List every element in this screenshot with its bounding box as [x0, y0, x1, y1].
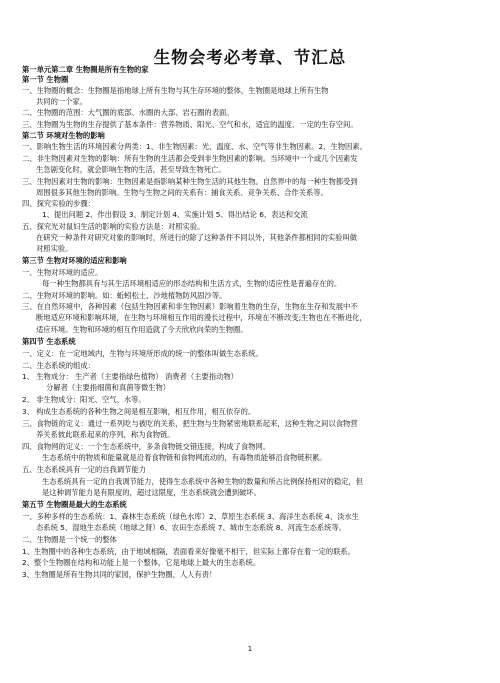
text-line: 生态系统中的物质和能量就是沿着食物链和食物网流动的，有毒物质能够沿食物链积累。 [42, 453, 327, 462]
text-line: 二、非生物因素对生物的影响：所有生物的生活都会受到非生物因素的影响。当环境中一个或几个因素发 [22, 154, 358, 163]
text-line: 一、定义：在一定地域内，生物与环境所形成的统一的整体叫做生态系统。 [22, 349, 263, 358]
text-line: 三、食物链的定义：通过一系列吃与被吃的关系，把生物与生物紧密地联系起来，这种生物之间以食物营 [22, 419, 358, 428]
text-line: 3、生物圈是所有生物共同的家园，保护生物圈，人人有责！ [22, 570, 217, 579]
text-line: 每一种生物都具有与其生活环境相适应的形态结构和生活方式，生物的适应性是普遍存在的。 [42, 279, 342, 288]
section-heading: 第四节 生态系统 [22, 337, 76, 346]
text-line: 生态系统具有一定的自我调节能力，使得生态系统中各种生物的数量和所占比例保持相对的稳定，但 [42, 477, 364, 486]
text-line: 3、 构成生态系统的各种生物之间是相互影响，相互作用，相互依存的。 [22, 407, 256, 416]
text-line: 生急剧变化时，就会影响生物的生活，甚至导致生物死亡。 [36, 165, 226, 174]
text-line: 四、食物网的定义：一个生态系统中，多条食物链交错连接，构成了食物网。 [22, 442, 271, 451]
text-line: 三、生物因素对生物的影响：生物因素是指影响某种生物生活的其他生物。自然界中的每一种生物都受到 [22, 177, 358, 186]
text-line: 分解者（主要指细菌和真菌等微生物） [46, 383, 171, 392]
page-title: 生物会考必考章、节汇总 [153, 48, 347, 67]
text-line: 周围很多其他生物的影响。生物与生物之间的关系有：捕食关系、竞争关系、合作关系等。 [36, 188, 328, 197]
text-line: 断地适应环境和影响环境，在生物与环境相互作用的漫长过程中，环境在不断改变;生物也在不断进化， [36, 313, 367, 322]
page-number: 1 [247, 645, 253, 653]
section-heading: 第一节 生物圈 [22, 75, 69, 84]
text-line: 一、生物对环境的适应。 [22, 268, 103, 277]
text-line: 一、影响生物生活的环境因素分两类：1、非生物因素：光、温度、水、空气等非生物因素。2、生物因素。 [22, 142, 367, 151]
text-line: 五、探究光对鼠妇生活的影响的实验方法是：对照实验。 [22, 222, 205, 231]
text-line: 五、生态系统具有一定的自我调节能力 [22, 465, 147, 474]
text-line: 三、生物圈为生物的生存提供了基本条件：营养物质、阳光、空气和水，适宜的温度、一定的生存空间。 [22, 120, 358, 129]
text-line: 二、生物圈的范围：大气圈的底部、水圈的大部、岩石圈的表面。 [22, 108, 234, 117]
text-line: 对照实验。 [36, 244, 73, 253]
text-line: 1、生物圈中的各种生态系统，由于地域相隔，表面看来好像毫不相干，但实际上都存在着一定的联系。 [22, 547, 355, 556]
text-line: 二、生物圈是一个统一的整体 [22, 535, 117, 544]
section-heading: 第三节 生物对环境的适应和影响 [22, 256, 127, 265]
text-line: 1、提出问题 2、作出假设 3、制定计划 4、实施计划 5、得出结论 6、表达和交流 [42, 210, 308, 219]
text-line: 是这种调节能力是有限度的，超过这限度，生态系统就会遭到破坏。 [42, 488, 261, 497]
text-line: 态系统 5、湿地生态系统（地球之肾）6、农田生态系统 7、城市生态系统 8、河流生态系统等。 [36, 523, 347, 532]
text-line: 2、 非生物成分：阳光、空气、水等。 [22, 395, 146, 404]
text-line: 在研究一种条件对研究对象的影响时，所进行的除了这种条件不同以外，其他条件都相同的实验叫做 [36, 233, 358, 242]
text-line: 一、多种多样的生态系统：1、森林生态系统（绿色水库）2、草原生态系统 3、海洋生态系统 4、淡水生 [22, 512, 359, 521]
text-line: 三、在自然环境中，各种因素（包括生物因素和非生物因素）影响着生物的生存，生物在生存和发展中不 [22, 302, 358, 311]
section-heading: 第一单元第二章 生物圈是所有生物的家 [22, 65, 149, 74]
section-heading: 第五节 生物圈是最大的生态系统 [22, 500, 127, 509]
section-heading: 第二节 环境对生物的影响 [22, 131, 105, 140]
text-line: 二、生物对环境的影响。如：蚯蚓松土、沙地植物防风固沙等。 [22, 291, 227, 300]
text-line: 一、生物圈的概念：生物圈是指地球上所有生物与其生存环境的整体，生物圈是地球上所有生物 [22, 86, 329, 95]
text-line: 四、探究实验的步骤： [22, 199, 95, 208]
text-line: 二、生态系统的组成： [22, 361, 95, 370]
text-line: 养关系彼此联系起来的序列，称为食物链。 [36, 430, 175, 439]
text-line: 适应环境。生物和环境的相互作用造就了今天欣欣向荣的生物圈。 [36, 325, 248, 334]
text-line: 2、整个生物圈在结构和功能上是一个整体，它是地球上最大的生态系统。 [22, 558, 261, 567]
text-line: 1、 生物成分： 生产者（主要指绿色植物） 消费者（主要指动物） [22, 372, 238, 381]
text-line: 共同的一个家。 [36, 97, 88, 106]
